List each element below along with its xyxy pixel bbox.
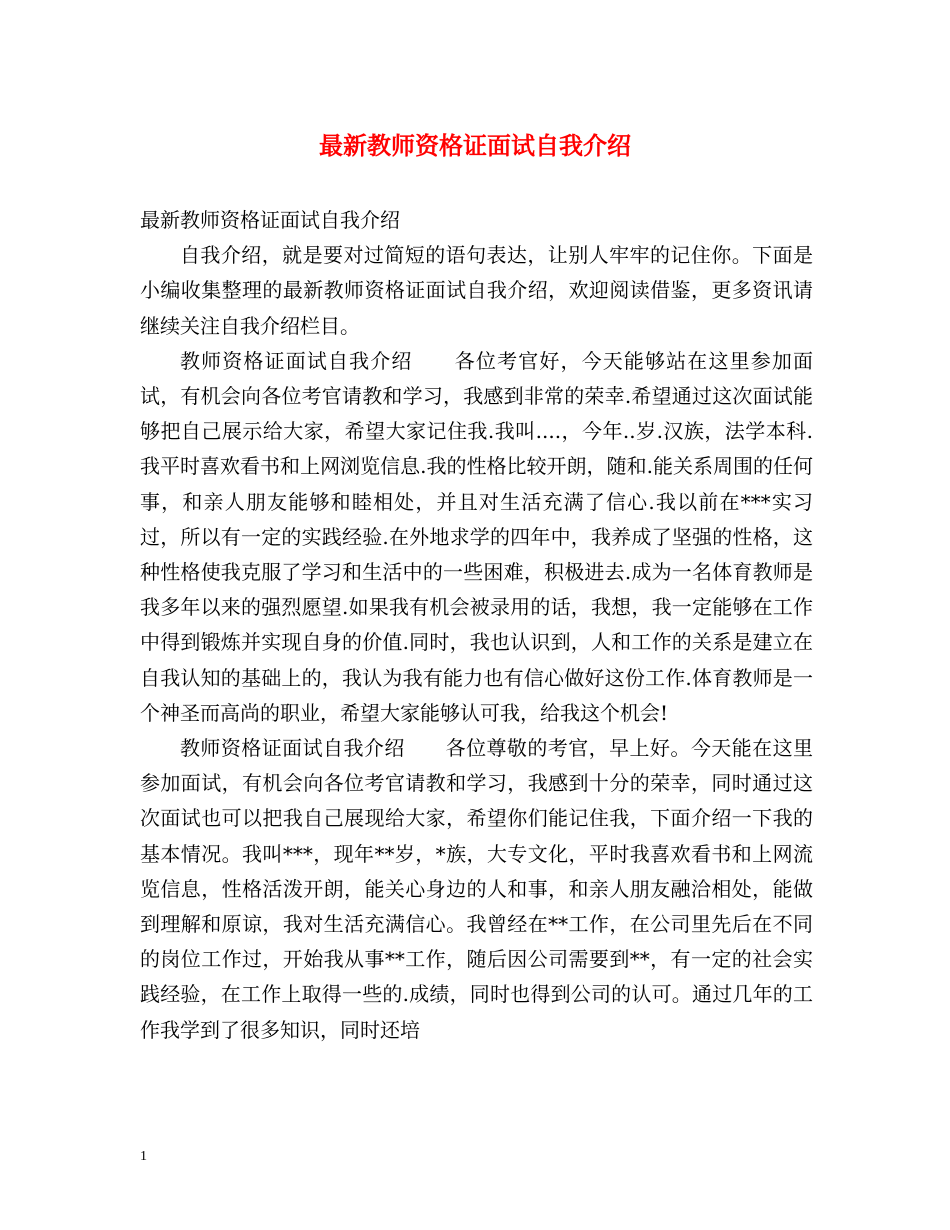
document-title: 最新教师资格证面试自我介绍 bbox=[319, 131, 631, 160]
page-number: 1 bbox=[140, 1149, 147, 1164]
paragraph: 教师资格证面试自我介绍 各位考官好，今天能够站在这里参加面试，有机会向各位考官请教和学习，我感到非常的荣幸.希望通过这次面试能够把自己展示给大家，希望大家记住我.我叫....，今年..岁.汉族，法学本科.我平时喜欢看书和上网浏览信息.我的性格比较开朗，随和.能关系周围的任何事，和亲人朋友能够和睦相处，并且对生活充满了信心.我以前在***实习过，所以有一定的实践经验.在外地求学的四年中，我养成了坚强的性格，这种性格使我克服了学习和生活中的一些困难，积极进去.成为一名体育教师是我多年以来的强烈愿望.如果我有机会被录用的话，我想，我一定能够在工作中得到锻炼并实现自身的价值.同时，我也认识到，人和工作的关系是建立在自我认知的基础上的，我认为我有能力也有信心做好这份工作.体育教师是一个神圣而高尚的职业，希望大家能够认可我，给我这个机会! bbox=[140, 348, 813, 725]
paragraph: 自我介绍，就是要对过简短的语句表达，让别人牢牢的记住你。下面是小编收集整理的最新教师资格证面试自我介绍，欢迎阅读借鉴，更多资讯请继续关注自我介绍栏目。 bbox=[140, 243, 813, 338]
paragraph: 教师资格证面试自我介绍 各位尊敬的考官，早上好。今天能在这里参加面试，有机会向各位考官请教和学习，我感到十分的荣幸，同时通过这次面试也可以把我自己展现给大家，希望你们能记住我，下面介绍一下我的基本情况。我叫***，现年**岁，*族，大专文化，平时我喜欢看书和上网流览信息，性格活泼开朗，能关心身边的人和事，和亲人朋友融洽相处，能做到理解和原谅，我对生活充满信心。我曾经在**工作，在公司里先后在不同的岗位工作过，开始我从事**工作，随后因公司需要到**，有一定的社会实践经验，在工作上取得一些的.成绩，同时也得到公司的认可。通过几年的工作我学到了很多知识，同时还培 bbox=[140, 736, 813, 1042]
document-subtitle: 最新教师资格证面试自我介绍 bbox=[140, 208, 400, 232]
document-body bbox=[140, 203, 813, 1048]
